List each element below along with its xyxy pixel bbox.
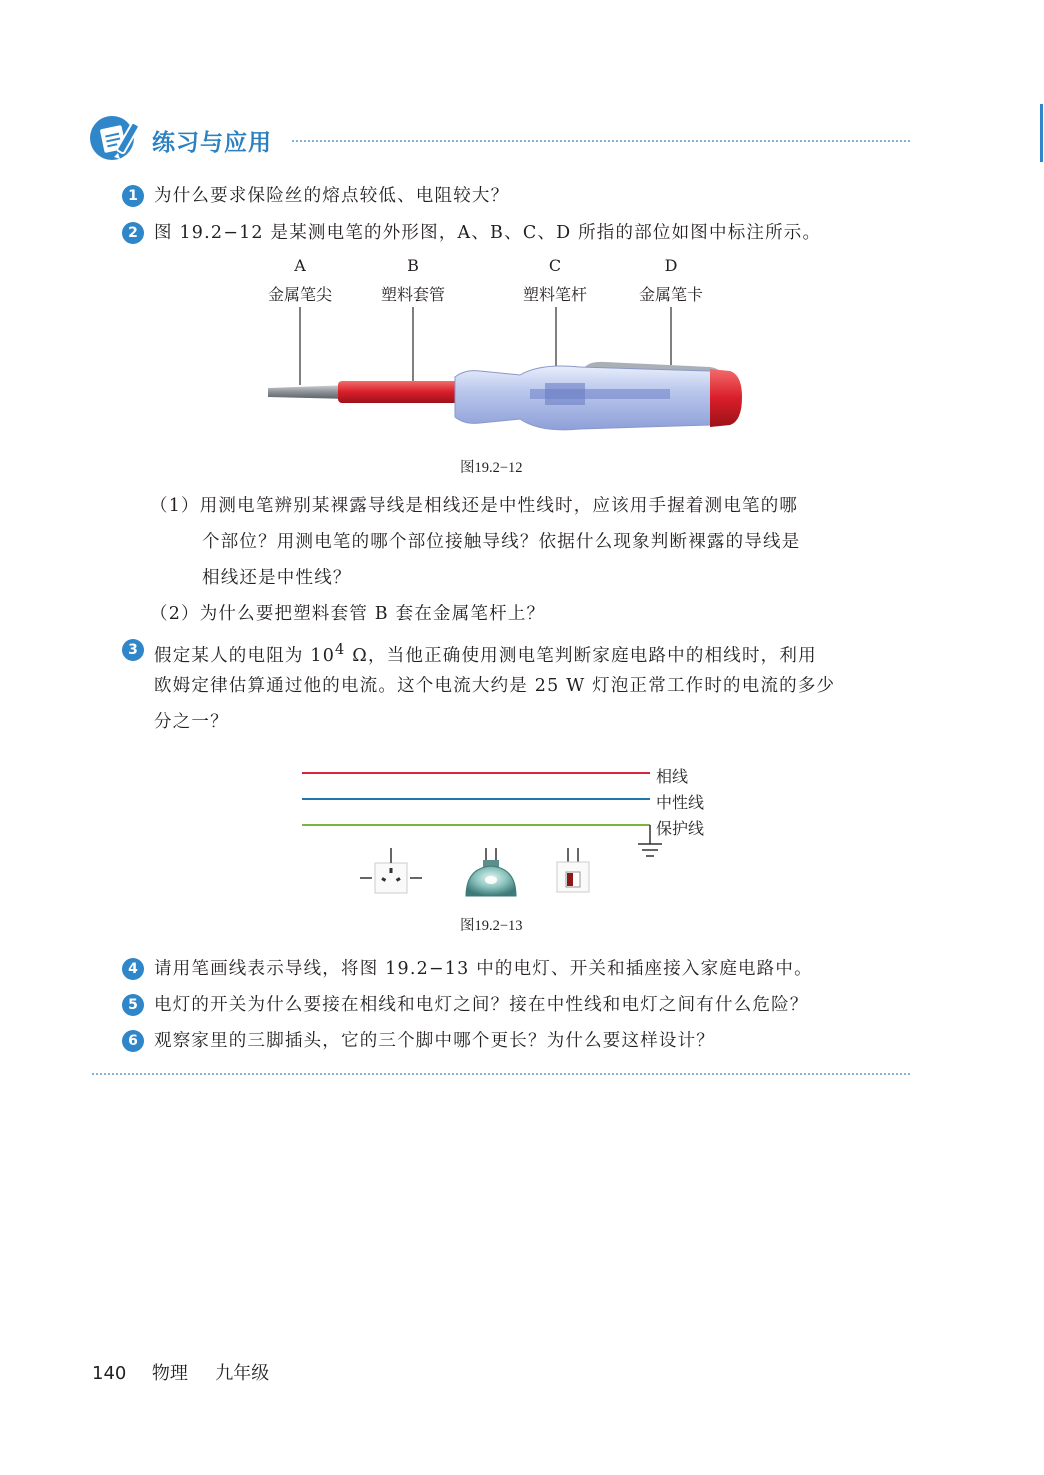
question-4-text: 请用笔画线表示导线，将图 19.2−13 中的电灯、开关和插座接入家庭电路中。 [154,959,813,979]
subquestion-1-line-1: （1）用测电笔辨别某裸露导线是相线还是中性线时，应该用手握着测电笔的哪 [150,496,799,516]
part-name-b: 塑料套管 [380,285,445,304]
part-letter-b: B [407,256,419,275]
part-name-a: 金属笔尖 [267,285,332,304]
lamp-icon [466,848,516,896]
question-number-1: 1 [122,185,144,207]
switch-icon [557,848,589,892]
figure-2-caption: 图19.2−13 [460,918,523,934]
question-5-text: 电灯的开关为什么要接在相线和电灯之间？接在中性线和电灯之间有什么危险？ [154,995,809,1015]
part-letter-c: C [548,256,562,275]
question-3-line-3: 分之一？ [154,712,229,732]
header-divider [292,140,910,142]
wire-label-earth: 保护线 [656,819,705,838]
question-3-line-1: 假定某人的电阻为 $10^4$ Ω，当他正确使用测电笔判断家庭电路中的相线时，利用 [154,641,817,666]
part-letter-d: D [664,256,678,275]
test-pen-figure [260,305,750,435]
page-footer [92,1359,269,1385]
section-end-divider [92,1073,910,1075]
section-title: 练习与应用 [152,130,272,156]
page-edge-mark [1040,104,1043,162]
part-name-d: 金属笔卡 [638,285,703,304]
question-1-text: 为什么要求保险丝的熔点较低、电阻较大？ [154,186,510,206]
question-number-2: 2 [122,222,144,244]
part-letter-a: A [294,256,306,275]
subquestion-2-line-1: （2）为什么要把塑料套管 B 套在金属笔杆上？ [150,604,546,624]
page-number: 140 [92,1363,127,1384]
subquestion-1-line-2: 个部位？用测电笔的哪个部位接触导线？依据什么现象判断裸露的导线是 [202,532,801,552]
grade-label: 九年级 [215,1363,270,1384]
figure-1-caption: 图19.2−12 [460,460,523,476]
question-number-3: 3 [122,639,144,661]
wire-label-live: 相线 [656,767,689,786]
subquestion-1-line-3: 相线还是中性线？ [202,568,352,588]
question-2-text: 图 19.2−12 是某测电笔的外形图，A、B、C、D 所指的部位如图中标注所示。 [154,223,822,243]
question-number-5: 5 [122,994,144,1016]
wire-label-neutral: 中性线 [656,793,705,812]
section-icon [88,112,140,164]
question-number-4: 4 [122,958,144,980]
question-6-text: 观察家里的三脚插头，它的三个脚中哪个更长？为什么要这样设计？ [154,1031,715,1051]
part-name-c: 塑料笔杆 [522,285,587,304]
question-3-line-2: 欧姆定律估算通过他的电流。这个电流大约是 25 W 灯泡正常工作时的电流的多少 [154,676,836,696]
subject-label: 物理 [151,1363,188,1384]
socket-icon [360,848,422,893]
question-number-6: 6 [122,1030,144,1052]
